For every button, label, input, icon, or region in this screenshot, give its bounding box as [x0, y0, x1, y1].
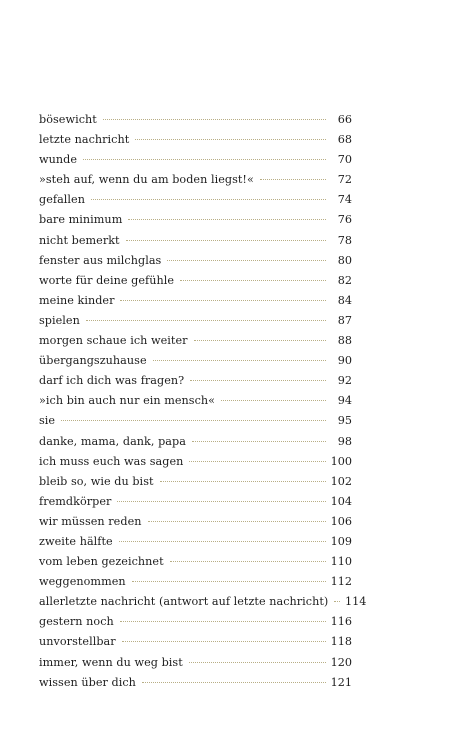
toc-entry — [39, 371, 352, 391]
dot-leader — [86, 320, 326, 321]
toc-entry — [39, 110, 352, 130]
toc-entry — [39, 271, 352, 291]
toc-entry-page: 100 — [330, 454, 352, 468]
toc-entry-title: fremdkörper — [39, 494, 112, 508]
toc-entry — [39, 351, 352, 371]
toc-entry-title: wir müssen reden — [39, 514, 142, 528]
toc-entry-page: 92 — [337, 374, 352, 388]
toc-entry — [39, 612, 352, 632]
toc-entry-title: nicht bemerkt — [39, 233, 120, 247]
toc-entry-page: 118 — [330, 635, 352, 649]
toc-entry-page: 110 — [330, 555, 352, 569]
toc-entry-title: fenster aus milchglas — [39, 253, 162, 267]
dot-leader — [135, 139, 326, 140]
toc-entry — [39, 170, 352, 190]
toc-entry-title: vom leben gezeichnet — [39, 555, 164, 569]
dot-leader — [180, 280, 326, 281]
dot-leader — [153, 360, 326, 361]
toc-entry — [39, 472, 352, 492]
toc-entry-page: 106 — [330, 514, 352, 528]
toc-entry-page: 102 — [330, 474, 352, 488]
toc-entry-title: übergangszuhause — [39, 354, 147, 368]
toc-entry-title: »steh auf, wenn du am boden liegst!« — [39, 173, 254, 187]
toc-entry-page: 66 — [337, 113, 352, 126]
dot-leader — [260, 179, 326, 180]
toc-entry-title: ich muss euch was sagen — [39, 454, 184, 468]
toc-entry-title: darf ich dich was fragen? — [39, 374, 185, 388]
toc-entry-page: 98 — [337, 434, 352, 448]
dot-leader — [120, 621, 326, 622]
toc-entry-title: meine kinder — [39, 293, 115, 307]
toc-entry-title: morgen schaue ich weiter — [39, 334, 188, 348]
toc-entry — [39, 411, 352, 431]
toc-entry — [39, 150, 352, 170]
dot-leader — [160, 481, 326, 482]
dot-leader — [167, 260, 326, 261]
toc-entry-title: immer, wenn du weg bist — [39, 655, 183, 669]
dot-leader — [221, 400, 326, 401]
dot-leader — [189, 461, 326, 462]
dot-leader — [103, 119, 326, 120]
dot-leader — [91, 199, 326, 200]
toc-entry — [39, 130, 352, 150]
toc-entry-page: 112 — [330, 575, 352, 589]
toc-entry — [39, 432, 352, 452]
toc-entry-page: 82 — [337, 273, 352, 287]
dot-leader — [119, 541, 326, 542]
toc-entry-page: 121 — [330, 675, 352, 689]
toc-entry — [39, 452, 352, 472]
toc-entry-title: allerletzte nachricht (antwort auf letzte nachricht) — [39, 595, 329, 609]
dot-leader — [148, 521, 327, 522]
dot-leader — [170, 561, 326, 562]
toc-entry-page: 109 — [330, 534, 352, 548]
toc-entry-page: 78 — [337, 233, 352, 247]
toc-entry-title: spielen — [39, 313, 80, 327]
toc-entry — [39, 391, 352, 411]
toc-entry-page: 114 — [344, 595, 367, 609]
toc-entry-page: 95 — [337, 414, 352, 428]
dot-leader — [61, 420, 326, 421]
toc-entry-title: bösewicht — [39, 113, 97, 126]
toc-entry — [39, 231, 352, 251]
toc-entry-page: 68 — [337, 133, 352, 147]
toc-entry-title: bare minimum — [39, 213, 123, 227]
toc-entry — [39, 552, 352, 572]
dot-leader — [120, 300, 326, 301]
toc-entry-title: worte für deine gefühle — [39, 273, 175, 287]
toc-entry-page: 76 — [337, 213, 352, 227]
dot-leader — [189, 662, 326, 663]
toc-entry — [39, 331, 352, 351]
dot-leader — [83, 159, 326, 160]
toc-entry — [39, 632, 352, 652]
toc-entry-title: danke, mama, dank, papa — [39, 434, 186, 448]
toc-entry-title: wissen über dich — [39, 675, 136, 689]
toc-entry-title: »ich bin auch nur ein mensch« — [39, 394, 216, 408]
dot-leader — [190, 380, 326, 381]
toc-entry — [39, 572, 352, 592]
dot-leader — [142, 682, 326, 683]
toc-entry-page: 94 — [337, 394, 352, 408]
toc-entry — [39, 251, 352, 271]
toc-entry-title: gefallen — [39, 193, 85, 207]
toc-entry — [39, 190, 352, 210]
dot-leader — [192, 441, 326, 442]
dot-leader — [122, 641, 326, 642]
toc-entry-page: 104 — [330, 494, 352, 508]
dot-leader — [194, 340, 326, 341]
toc-entry-title: letzte nachricht — [39, 133, 130, 147]
toc-entry — [39, 532, 352, 552]
toc-entry — [39, 210, 352, 230]
toc-entry — [39, 311, 352, 331]
toc-entry — [39, 592, 367, 612]
toc-entry — [39, 653, 352, 673]
toc-entry-page: 116 — [330, 615, 352, 629]
dot-leader — [117, 501, 326, 502]
toc-entry-page: 88 — [337, 334, 352, 348]
toc-entry-page: 72 — [337, 173, 352, 187]
toc-entry — [39, 512, 352, 532]
toc-entry — [39, 291, 352, 311]
toc-entry-title: wunde — [39, 153, 78, 167]
dot-leader — [132, 581, 326, 582]
toc-entry-page: 70 — [337, 153, 352, 167]
toc-entry-title: gestern noch — [39, 615, 114, 629]
dot-leader — [334, 601, 340, 602]
toc-entry-page: 74 — [337, 193, 352, 207]
toc-entry-page: 80 — [337, 253, 352, 267]
toc-entry-page: 90 — [337, 354, 352, 368]
table-of-contents — [39, 110, 367, 693]
toc-entry-page: 120 — [330, 655, 352, 669]
toc-entry-title: weggenommen — [39, 575, 126, 589]
toc-entry-title: sie — [39, 414, 56, 428]
toc-entry-title: unvorstellbar — [39, 635, 116, 649]
toc-entry — [39, 492, 352, 512]
toc-entry-title: bleib so, wie du bist — [39, 474, 154, 488]
toc-entry — [39, 673, 352, 693]
toc-entry-title: zweite hälfte — [39, 534, 113, 548]
dot-leader — [128, 219, 326, 220]
toc-entry-page: 84 — [337, 293, 352, 307]
dot-leader — [126, 240, 326, 241]
toc-entry-page: 87 — [337, 313, 352, 327]
